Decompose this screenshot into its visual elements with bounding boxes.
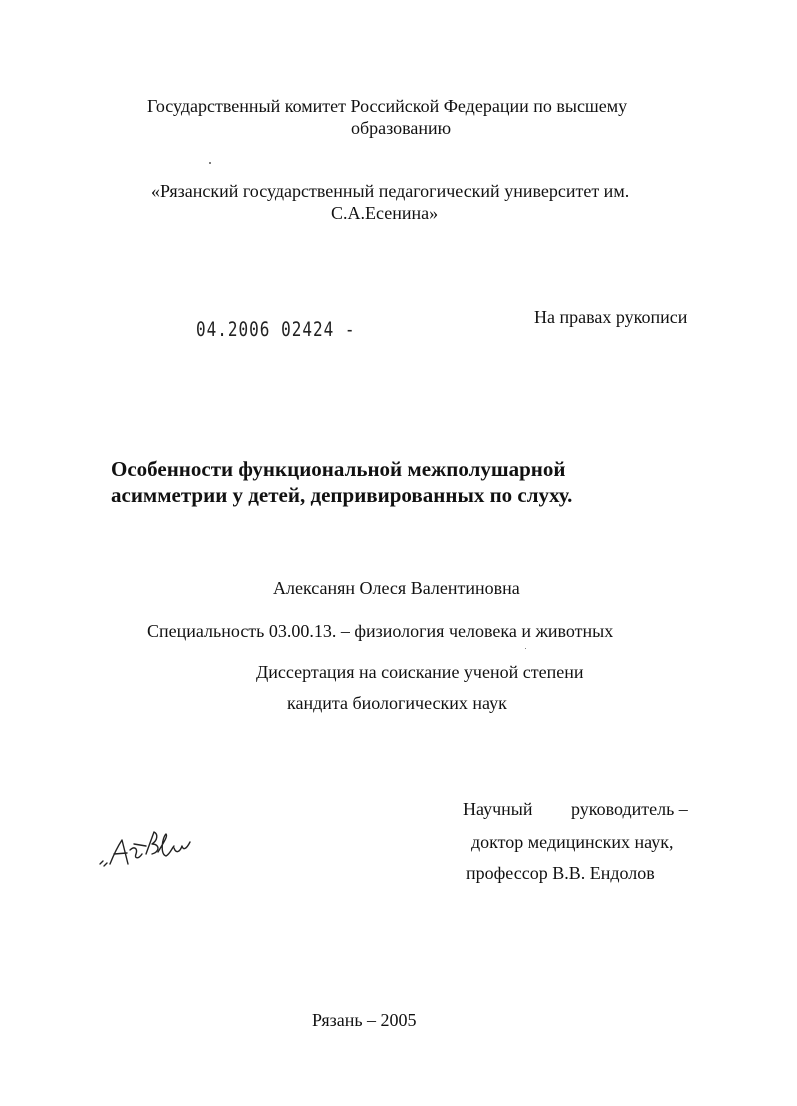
supervisor-name: профессор В.В. Ендолов xyxy=(466,863,655,883)
manuscript-rights: На правах рукописи xyxy=(534,307,688,327)
specialty: Специальность 03.00.13. – физиология человека и животных xyxy=(147,621,614,641)
dissertation-line-2: кандита биологических наук xyxy=(287,693,507,713)
thesis-title-line-2: асимметрии у детей, депривированных по слуху. xyxy=(111,483,573,507)
dissertation-line-1: Диссертация на соискание ученой степени xyxy=(256,662,584,682)
committee-line-1: Государственный комитет Российской Федерации по высшему xyxy=(147,96,628,116)
archive-number: 04.2006 02424 - xyxy=(196,318,356,341)
author-name: Алексанян Олеся Валентиновна xyxy=(273,578,520,598)
city-year: Рязань – 2005 xyxy=(312,1010,417,1030)
scan-speck xyxy=(525,648,526,649)
supervisor-label-b: руководитель – xyxy=(571,799,688,819)
supervisor-label-a: Научный xyxy=(463,799,533,819)
handwritten-signature xyxy=(96,824,196,872)
committee-line-2: образованию xyxy=(351,118,452,138)
supervisor-degree: доктор медицинских наук, xyxy=(471,832,674,852)
scan-speck xyxy=(209,162,211,164)
university-line-2: С.А.Есенина» xyxy=(331,203,439,223)
thesis-title-line-1: Особенности функциональной межполушарной xyxy=(111,457,566,481)
university-line-1: «Рязанский государственный педагогический университет им. xyxy=(151,181,630,201)
